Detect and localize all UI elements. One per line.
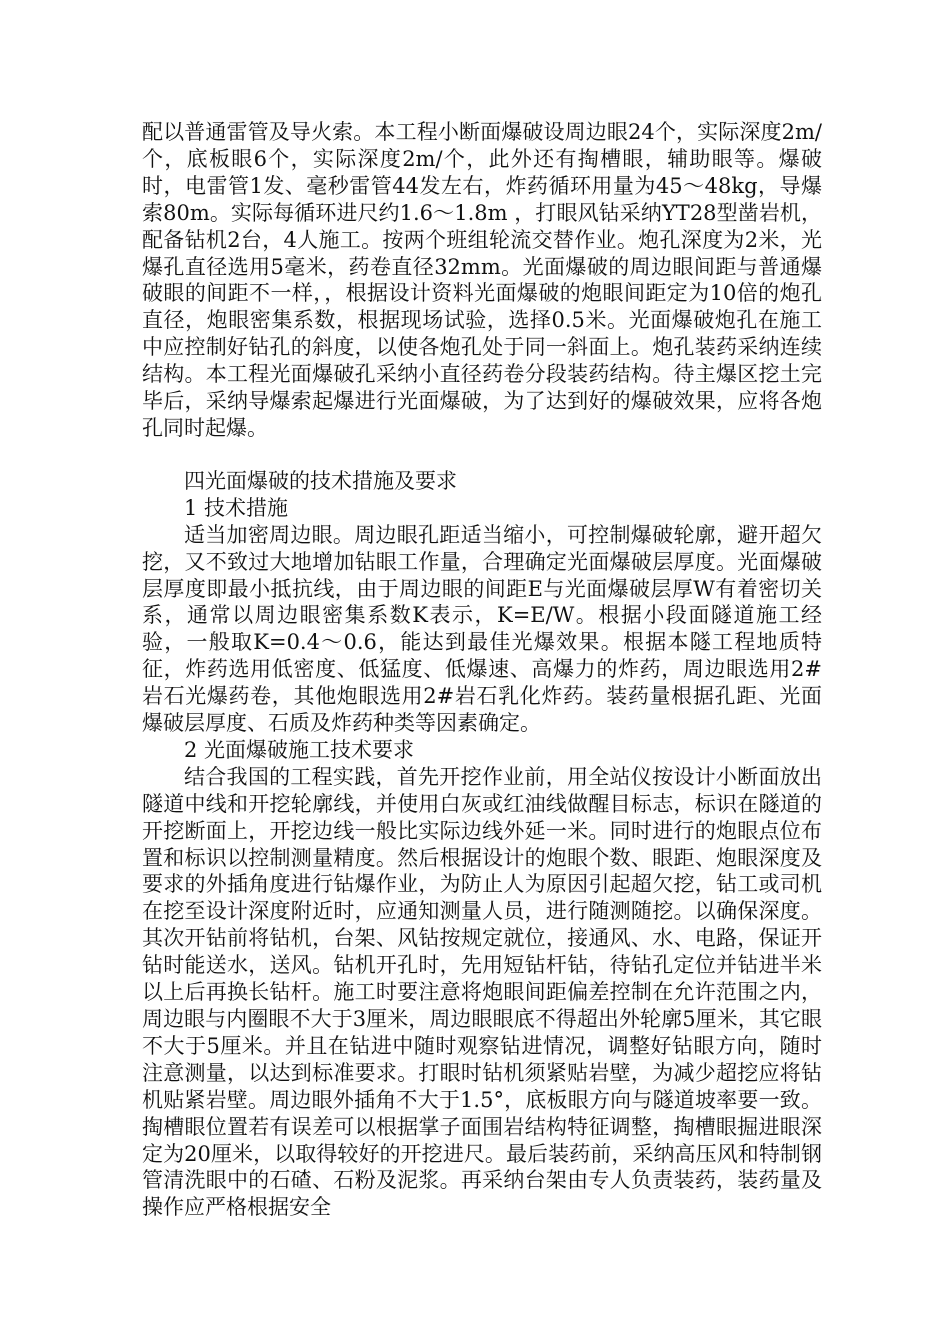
document-body — [142, 119, 822, 1221]
subsection-heading-1: 1 技术措施 — [184, 495, 289, 520]
body-paragraph-blasting-materials: 配以普通雷管及导火索。本工程小断面爆破设周边眼24个，实际深度2m/个，底板眼6个，实际深度2m/个，此外还有掏槽眼，辅助眼等。爆破时，电雷管1发、毫秒雷管44发左右，炸药循环用量为45～48kg，导爆索80m。实际每循环进尺约1.6～1.8m ，打眼风钻采纳YT28型凿岩机，配备钻机2台，4人施工。按两个班组轮流交替作业。炮孔深度为2米，光爆孔直径选用5毫米，药卷直径32mm。光面爆破的周边眼间距与普通爆破眼的间距不一样，，根据设计资料光面爆破的炮眼间距定为10倍的炮孔直径，炮眼密集系数，根据现场试验，选择0.5米。光面爆破炮孔在施工中应控制好钻孔的斜度，以使各炮孔处于同一斜面上。炮孔装药采纳连续结构。本工程光面爆破孔采纳小直径药卷分段装药结构。待主爆区挖土完毕后，采纳导爆索起爆进行光面爆破，为了达到好的爆破效果，应将各炮孔同时起爆。 — [142, 120, 822, 440]
section-heading-4: 四光面爆破的技术措施及要求 — [184, 468, 457, 493]
body-paragraph-technical-measures: 适当加密周边眼。周边眼孔距适当缩小，可控制爆破轮廓，避开超欠挖，又不致过大地增加钻眼工作量，合理确定光面爆破层厚度。光面爆破层厚度即最小抵抗线，由于周边眼的间距E与光面爆破层厚W有着密切关系，通常以周边眼密集系数K表示，K=E/W。根据小段面隧道施工经验，一般取K=0.4～0.6，能达到最佳光爆效果。根据本隧工程地质特征，炸药选用低密度、低猛度、低爆速、高爆力的炸药，周边眼选用2#岩石光爆药卷，其他炮眼选用2#岩石乳化炸药。装药量根据孔距、光面爆破层厚度、石质及炸药种类等因素确定。 — [142, 522, 822, 736]
section-spacer — [142, 442, 822, 468]
subsection-heading-2: 2 光面爆破施工技术要求 — [184, 737, 415, 762]
body-paragraph-construction-requirements: 结合我国的工程实践，首先开挖作业前，用全站仪按设计小断面放出隧道中线和开挖轮廓线，并使用白灰或红油线做醒目标志，标识在隧道的开挖断面上，开挖边线一般比实际边线外延一米。同时进行的炮眼点位布置和标识以控制测量精度。然后根据设计的炮眼个数、眼距、炮眼深度及要求的外插角度进行钻爆作业，为防止人为原因引起超欠挖，钻工或司机在挖至设计深度附近时，应通知测量人员，进行随测随挖。以确保深度。其次开钻前将钻机，台架、风钻按规定就位，接通风、水、电路，保证开钻时能送水，送风。钻机开孔时，先用短钻杆钻，待钻孔定位并钻进半米以上后再换长钻杆。施工时要注意将炮眼间距偏差控制在允许范围之内，周边眼与内圈眼不大于3厘米，周边眼眼底不得超出外轮廓5厘米，其它眼不大于5厘米。并且在钻进中随时观察钻进情况，调整好钻眼方向，随时注意测量，以达到标准要求。打眼时钻机须紧贴岩壁，为减少超挖应将钻机贴紧岩壁。周边眼外插角不大于1.5°，底板眼方向与隧道坡率要一致。掏槽眼位置若有误差可以根据掌子面围岩结构特征调整，掏槽眼掘进眼深定为20厘米，以取得较好的开挖进尺。最后装药前，采纳高压风和特制钢管清洗眼中的石碴、石粉及泥浆。再采纳台架由专人负责装药，装药量及操作应严格根据安全 — [142, 764, 822, 1220]
